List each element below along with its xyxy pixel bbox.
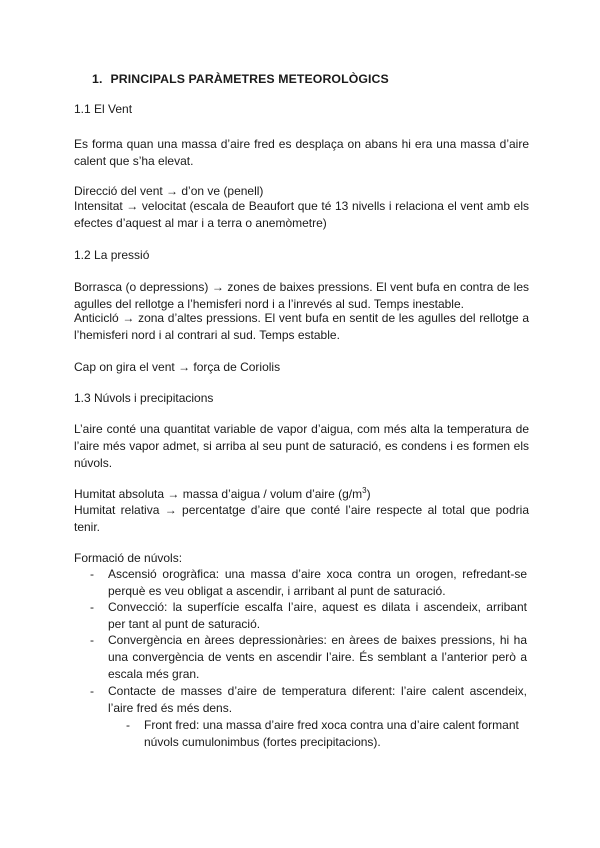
humitat-absoluta-text: Humitat absoluta → massa d’aigua / volum d’aire (g/m bbox=[74, 487, 363, 501]
list-item-text: Convergència en àrees depressionàries: en àrees de baixes pressions, hi ha una convergència de vents en ascendir l’aire. És semblant a l’anterior però a escala més gran. bbox=[108, 633, 527, 681]
section-heading-nuvols: 1.3 Núvols i precipitacions bbox=[74, 391, 214, 405]
line-humitat-absoluta bbox=[74, 486, 527, 503]
list-item-text: Contacte de masses d’aire de temperatura diferent: l’aire calent ascendeix, l’aire fred és més dens. bbox=[108, 684, 527, 715]
list-dash: - bbox=[90, 567, 94, 581]
paragraph-anticiclo: Anticicló → zona d’altes pressions. El vent bufa en sentit de les agulles del rellotge a l’hemisferi nord i al contrari al sud. Temps estable. bbox=[74, 311, 529, 342]
formacio-nuvols-list bbox=[74, 566, 527, 751]
paragraph-vent-definition: Es forma quan una massa d’aire fred es desplaça on abans hi era una massa d’aire calent que s’ha elevat. bbox=[74, 137, 529, 168]
list-item bbox=[74, 632, 527, 683]
line-coriolis: Cap on gira el vent → força de Coriolis bbox=[74, 360, 281, 374]
title-number: 1. bbox=[92, 72, 103, 86]
sub-list-item bbox=[74, 717, 527, 751]
formacio-nuvols-label: Formació de núvols: bbox=[74, 551, 183, 565]
list-dash: - bbox=[90, 633, 94, 647]
list-dash: - bbox=[90, 600, 94, 614]
list-dash: - bbox=[90, 684, 94, 698]
sub-list-item-text: Front fred: una massa d’aire fred xoca contra una d’aire calent formant núvols cumulonimbus (fortes precipitacions). bbox=[144, 718, 519, 749]
line-direccio-vent: Direcció del vent → d’on ve (penell) bbox=[74, 184, 264, 198]
list-item-text: Ascensió orogràfica: una massa d’aire xoca contra un orogen, refredant-se perquè es veu obligat a ascendir, i arribant al punt de saturació. bbox=[108, 567, 527, 598]
list-item-text: Convecció: la superfície escalfa l’aire, aquest es dilata i ascendeix, arribant per tant al punt de saturació. bbox=[108, 600, 527, 631]
list-item bbox=[74, 683, 527, 717]
paragraph-aire-vapor: L’aire conté una quantitat variable de vapor d’aigua, com més alta la temperatura de l’aire més vapor admet, si arriba al seu punt de saturació, es condens i es formen els núvols. bbox=[74, 422, 529, 470]
list-item bbox=[74, 566, 527, 599]
title-text: PRINCIPALS PARÀMETRES METEOROLÒGICS bbox=[110, 72, 389, 86]
paragraph-humitat-relativa: Humitat relativa → percentatge d’aire que conté l’aire respecte al total que podria tenir. bbox=[74, 503, 529, 534]
paragraph-intensitat: Intensitat → velocitat (escala de Beaufort que té 13 nivells i relaciona el vent amb els efectes d’aquest al mar i a terra o anemòmetre) bbox=[74, 199, 529, 230]
sub-list-dash: - bbox=[126, 718, 130, 732]
humitat-absoluta-close: ) bbox=[366, 487, 371, 501]
document-title bbox=[92, 71, 389, 88]
section-heading-vent: 1.1 El Vent bbox=[74, 102, 133, 116]
unit-exponent: 3 bbox=[362, 486, 367, 495]
list-item bbox=[74, 599, 527, 632]
section-heading-pressio: 1.2 La pressió bbox=[74, 248, 150, 262]
paragraph-borrasca: Borrasca (o depressions) → zones de baixes pressions. El vent bufa en contra de les agulles del rellotge a l’hemisferi nord i a l’inrevés al sud. Temps inestable. bbox=[74, 280, 529, 311]
